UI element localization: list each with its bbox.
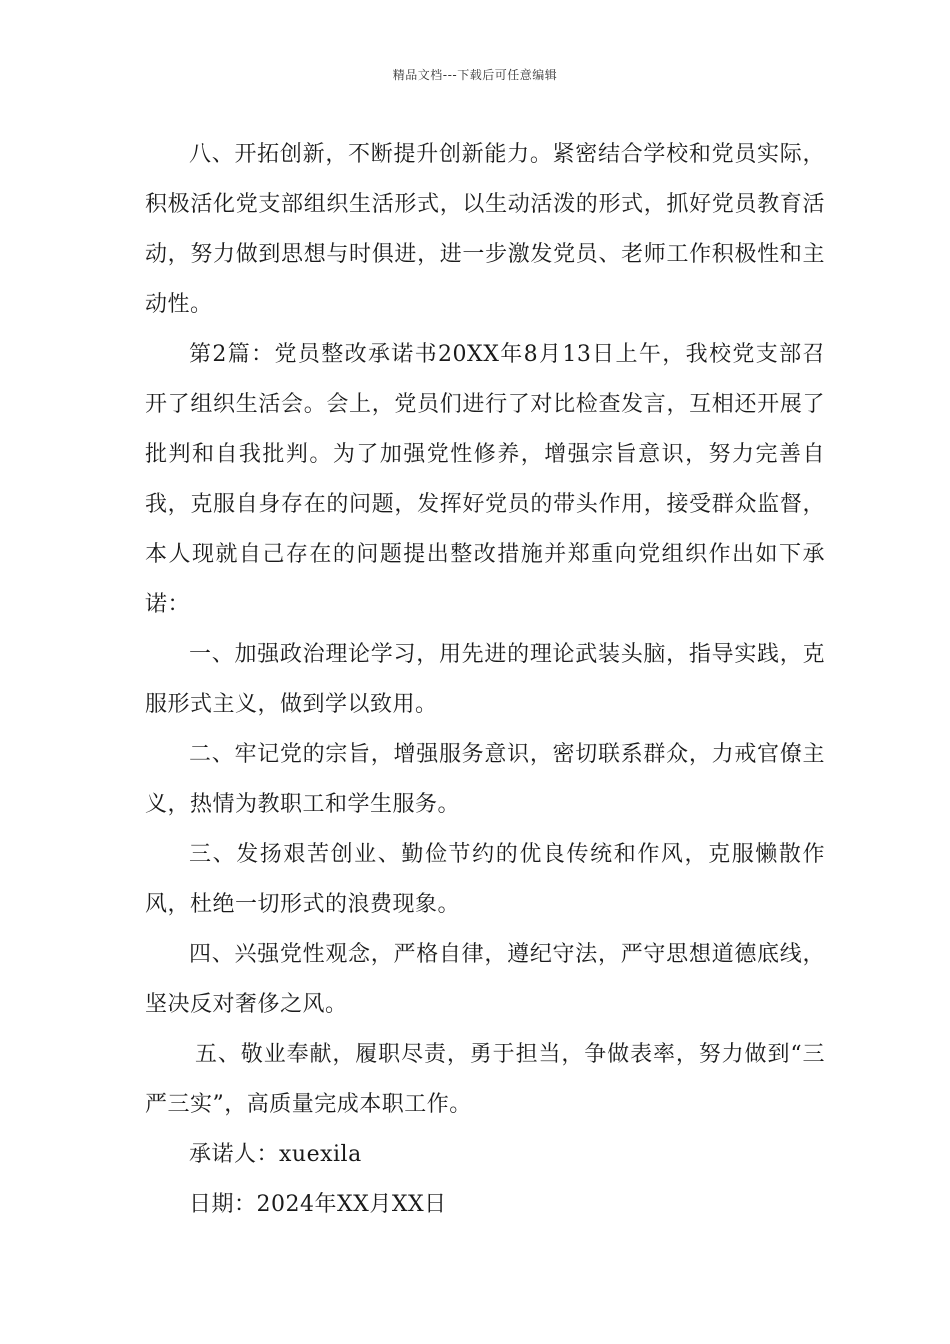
document-body bbox=[145, 130, 825, 1230]
paragraph-commitment-three: 三、发扬艰苦创业、勤俭节约的优良传统和作风，克服懒散作风，杜绝一切形式的浪费现象。 bbox=[145, 842, 825, 917]
signatory-line: 承诺人：xuexila bbox=[189, 1142, 362, 1167]
paragraph-section-eight: 八、开拓创新，不断提升创新能力。紧密结合学校和党员实际，积极活化党支部组织生活形式，以生动活泼的形式，抓好党员教育活动，努力做到思想与时俱进，进一步激发党员、老师工作积极性和主动性。 bbox=[145, 142, 825, 317]
paragraph-commitment-two: 二、牢记党的宗旨，增强服务意识，密切联系群众，力戒官僚主义，热情为教职工和学生服务。 bbox=[145, 742, 825, 817]
paragraph-commitment-one: 一、加强政治理论学习，用先进的理论武装头脑，指导实践，克服形式主义，做到学以致用。 bbox=[145, 642, 825, 717]
paragraph-commitment-five: 五、敬业奉献，履职尽责，勇于担当，争做表率，努力做到“三严三实”，高质量完成本职工作。 bbox=[145, 1042, 825, 1117]
date-line: 日期：2024年XX月XX日 bbox=[189, 1192, 447, 1217]
paragraph-commitment-four: 四、兴强党性观念，严格自律，遵纪守法，严守思想道德底线，坚决反对奢侈之风。 bbox=[145, 942, 825, 1017]
paragraph-commitment-intro: 第2篇：党员整改承诺书20XX年8月13日上午，我校党支部召开了组织生活会。会上，党员们进行了对比检查发言，互相还开展了批判和自我批判。为了加强党性修养，增强宗旨意识，努力完善自我，克服自身存在的问题，发挥好党员的带头作用，接受群众监督，本人现就自己存在的问题提出整改措施并郑重向党组织作出如下承诺： bbox=[145, 342, 825, 617]
page-header: 精品文档---下载后可任意编辑 bbox=[392, 68, 558, 82]
